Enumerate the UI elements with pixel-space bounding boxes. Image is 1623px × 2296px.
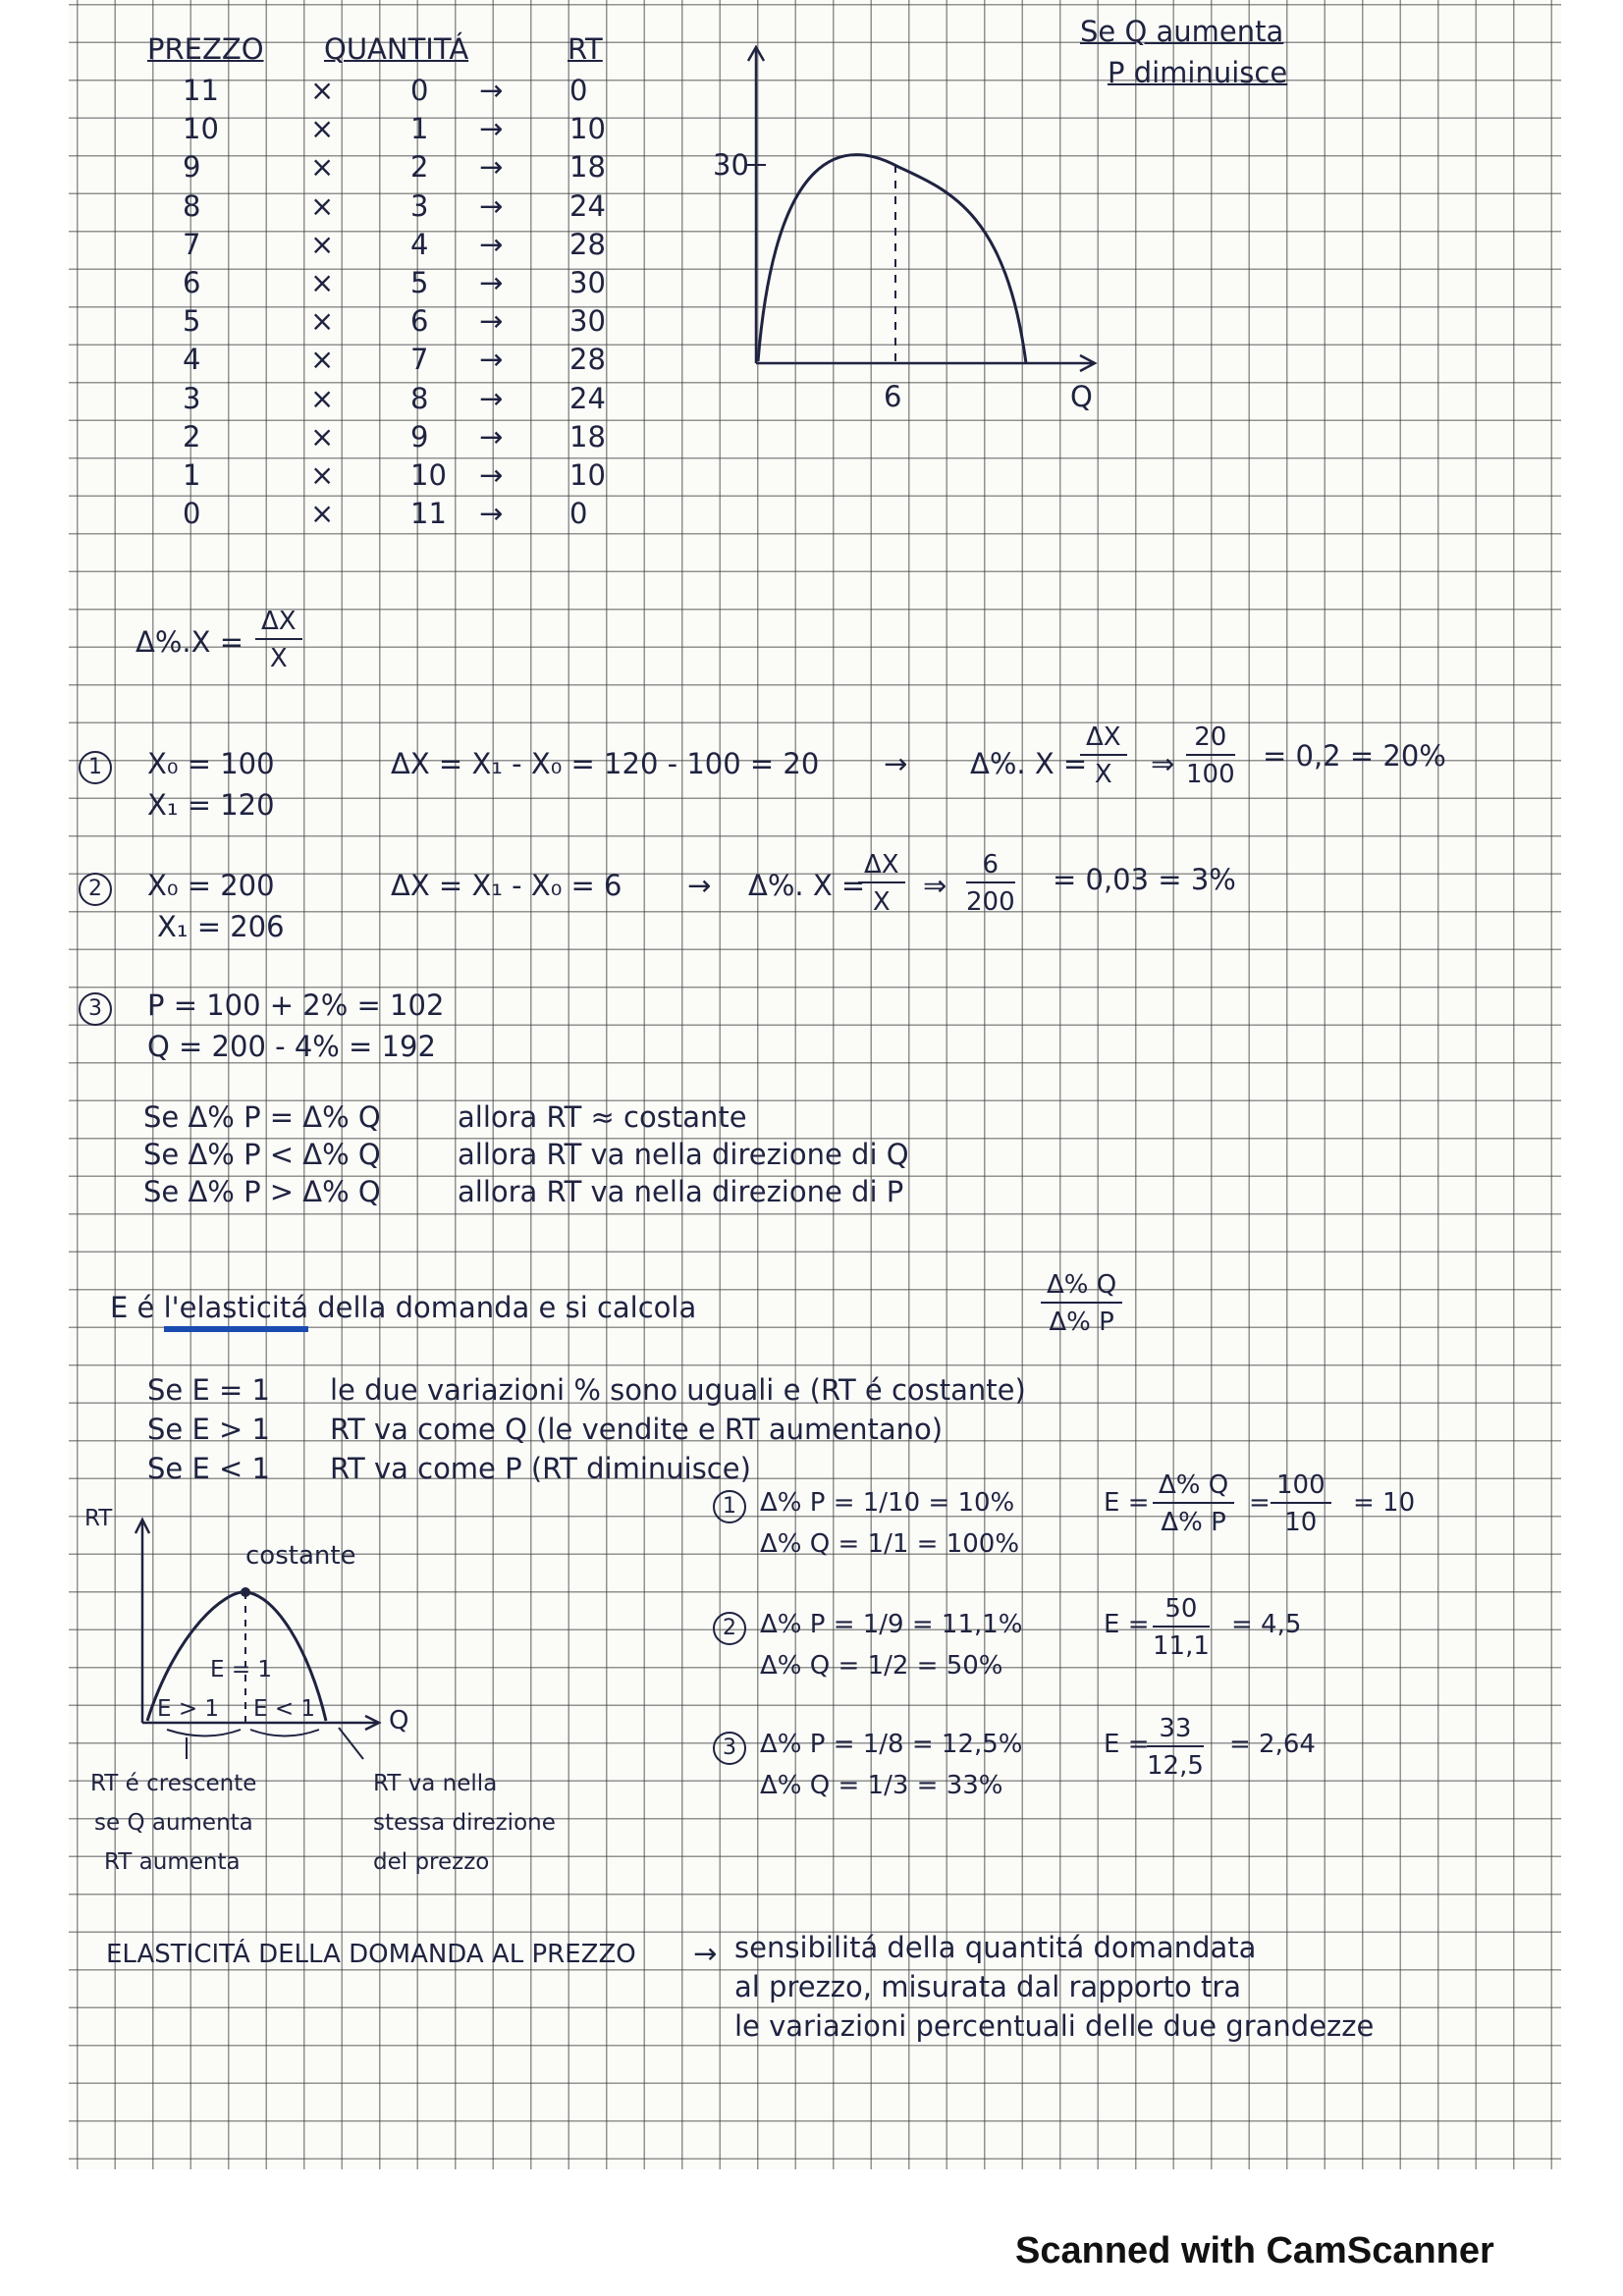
- table-cell-quantita: 1: [410, 112, 429, 146]
- table-cell-rt: 10: [569, 112, 606, 146]
- table-cell-prezzo: 11: [183, 74, 219, 107]
- ex2-x1: X₁ = 206: [157, 910, 285, 943]
- ex2-val-den: 200: [966, 887, 1015, 917]
- case-1-condition: Se E = 1: [147, 1373, 270, 1407]
- ex1-pct-fraction: [1080, 724, 1127, 787]
- table-cell-arrow: →: [479, 304, 504, 339]
- ex3-number: 3: [79, 991, 120, 1026]
- ex1-implies: ⇒: [1151, 747, 1175, 780]
- table-cell-rt: 0: [569, 497, 588, 531]
- elasticity-fraction: [1041, 1272, 1122, 1335]
- calc2-e-res: = 4,5: [1231, 1610, 1302, 1639]
- graph2-note-left-2: se Q aumenta: [94, 1810, 253, 1836]
- calc2-e-fraction: [1153, 1596, 1210, 1659]
- table-cell-arrow: →: [479, 343, 504, 377]
- table-cell-arrow: →: [479, 188, 504, 223]
- ex1-pct-lhs: Δ%. X =: [970, 747, 1088, 780]
- table-cell-prezzo: 7: [183, 227, 201, 261]
- ex1-pct-den: X: [1094, 760, 1112, 789]
- calc3-number: 3: [713, 1732, 754, 1765]
- case-1-result: le due variazioni % sono uguali e (RT é costante): [330, 1373, 1026, 1407]
- table-cell-quantita: 7: [410, 343, 429, 377]
- graph2-note-left-1: RT é crescente: [90, 1771, 257, 1796]
- rule-2-result: allora RT va nella direzione di Q: [458, 1138, 909, 1171]
- calc3-e-fraction: [1147, 1716, 1204, 1779]
- elasticity-intro: E é l'elasticitá della domanda e si calcola: [110, 1294, 696, 1322]
- table-cell-quantita: 11: [410, 497, 447, 531]
- case-2-result: RT va come Q (le vendite e RT aumentano): [330, 1413, 944, 1446]
- table-cell-times: ×: [310, 227, 335, 261]
- ex2-arrow: →: [687, 869, 712, 902]
- calc1-e-lhs: E =: [1104, 1488, 1150, 1518]
- table-cell-quantita: 10: [410, 458, 447, 492]
- table-cell-quantita: 4: [410, 227, 429, 261]
- calc1-q: Δ% Q = 1/1 = 100%: [760, 1529, 1020, 1559]
- calc3-e-lhs: E =: [1104, 1730, 1150, 1759]
- ex2-pct-num: ΔX: [858, 852, 905, 883]
- graph2-note-right-1: RT va nella: [373, 1771, 498, 1796]
- graph1-curve: [758, 155, 1026, 363]
- table-cell-rt: 28: [569, 343, 606, 377]
- table-cell-arrow: →: [479, 266, 504, 299]
- elasticity-den: Δ% P: [1049, 1308, 1114, 1337]
- table-cell-rt: 24: [569, 188, 606, 223]
- formula-lhs: Δ%.X =: [135, 625, 243, 659]
- calc1-p: Δ% P = 1/10 = 10%: [760, 1488, 1015, 1518]
- ex1-val-den: 100: [1186, 760, 1235, 789]
- table-cell-times: ×: [310, 381, 335, 415]
- definition-line-1: sensibilitá della quantitá domandata: [734, 1931, 1257, 1964]
- graph2-note-right-2: stessa direzione: [373, 1810, 556, 1836]
- calc2-e-lhs: E =: [1104, 1610, 1150, 1639]
- calc1-v-fraction: [1271, 1472, 1331, 1535]
- ex1-val-fraction: [1186, 724, 1235, 787]
- ex2-val-num: 6: [966, 852, 1015, 883]
- table-cell-times: ×: [310, 150, 335, 185]
- formula-fraction: [255, 609, 302, 671]
- definition-line-3: le variazioni percentuali delle due grandezze: [734, 2009, 1375, 2043]
- elasticity-num: Δ% Q: [1041, 1272, 1122, 1304]
- table-cell-rt: 30: [569, 266, 606, 299]
- table-cell-quantita: 5: [410, 266, 429, 299]
- calc1-number: 1: [713, 1490, 754, 1523]
- ex2-delta: ΔX = X₁ - X₀ = 6: [391, 869, 622, 902]
- table-cell-prezzo: 2: [183, 419, 201, 454]
- table-cell-rt: 30: [569, 304, 606, 339]
- calc3-q: Δ% Q = 1/3 = 33%: [760, 1771, 1003, 1800]
- ex1-delta: ΔX = X₁ - X₀ = 120 - 100 = 20: [391, 747, 820, 780]
- table-cell-quantita: 3: [410, 188, 429, 223]
- definition-arrow: →: [693, 1937, 718, 1970]
- table-cell-times: ×: [310, 458, 335, 492]
- table-cell-times: ×: [310, 74, 335, 107]
- table-cell-prezzo: 9: [183, 150, 201, 185]
- table-cell-prezzo: 1: [183, 458, 201, 492]
- calc1-e-den: Δ% P: [1161, 1508, 1226, 1537]
- table-cell-prezzo: 0: [183, 497, 201, 531]
- graph1-x-axis-label: Q: [1070, 380, 1093, 413]
- table-cell-times: ×: [310, 419, 335, 454]
- rule-1-result: allora RT ≈ costante: [458, 1100, 747, 1134]
- graph2-note-right-3: del prezzo: [373, 1849, 490, 1875]
- calc1-e-eq: =: [1249, 1488, 1271, 1518]
- table-cell-arrow: →: [479, 227, 504, 261]
- rule-2-condition: Se Δ% P < Δ% Q: [143, 1138, 381, 1171]
- elasticity-term: l'elasticitá: [164, 1291, 308, 1332]
- table-cell-rt: 0: [569, 74, 588, 107]
- ex2-pct-den: X: [872, 887, 891, 917]
- note-q-increases: Se Q aumenta: [1080, 15, 1284, 48]
- calc1-v-num: 100: [1271, 1472, 1331, 1504]
- table-cell-prezzo: 3: [183, 381, 201, 415]
- ex1-arrow: →: [884, 747, 908, 780]
- table-cell-rt: 28: [569, 227, 606, 261]
- rule-1-condition: Se Δ% P = Δ% Q: [143, 1100, 381, 1134]
- case-2-condition: Se E > 1: [147, 1413, 270, 1446]
- table-cell-rt: 10: [569, 458, 606, 492]
- graph2-y-label: RT: [84, 1506, 113, 1531]
- rule-3-condition: Se Δ% P > Δ% Q: [143, 1175, 381, 1208]
- ex2-implies: ⇒: [923, 869, 947, 902]
- table-cell-arrow: →: [479, 74, 504, 107]
- elasticity-graph: [108, 1502, 461, 1728]
- graph1-x-tick: 6: [884, 380, 902, 413]
- ex1-number: 1: [79, 750, 120, 784]
- table-cell-prezzo: 10: [183, 112, 219, 146]
- table-cell-quantita: 0: [410, 74, 429, 107]
- header-rt: RT: [568, 32, 603, 66]
- definition-term: ELASTICITÁ DELLA DOMANDA AL PREZZO: [106, 1940, 636, 1969]
- ex2-x0: X₀ = 200: [147, 869, 275, 902]
- table-cell-prezzo: 8: [183, 188, 201, 223]
- graph2-x-axis-label: Q: [389, 1706, 409, 1735]
- case-3-condition: Se E < 1: [147, 1452, 270, 1485]
- table-cell-quantita: 6: [410, 304, 429, 339]
- table-cell-arrow: →: [479, 458, 504, 492]
- ex3-p: P = 100 + 2% = 102: [147, 988, 445, 1022]
- table-cell-rt: 18: [569, 150, 606, 185]
- header-quantita: QUANTITÁ: [324, 32, 469, 66]
- rt-graph: [707, 29, 1139, 422]
- table-cell-times: ×: [310, 304, 335, 339]
- table-cell-times: ×: [310, 497, 335, 531]
- table-cell-prezzo: 5: [183, 304, 201, 339]
- calc3-p: Δ% P = 1/8 = 12,5%: [760, 1730, 1023, 1759]
- table-cell-times: ×: [310, 188, 335, 223]
- calc3-e-den: 12,5: [1147, 1751, 1204, 1781]
- ex1-result: = 0,2 = 20%: [1263, 739, 1446, 773]
- rule-3-result: allora RT va nella direzione di P: [458, 1175, 904, 1208]
- ex2-number: 2: [79, 872, 120, 906]
- table-cell-prezzo: 4: [183, 343, 201, 377]
- ex1-pct-num: ΔX: [1080, 724, 1127, 756]
- table-cell-quantita: 9: [410, 419, 429, 454]
- table-cell-quantita: 8: [410, 381, 429, 415]
- graph2-note-left-3: RT aumenta: [104, 1849, 241, 1875]
- note-p-decreases: P diminuisce: [1108, 56, 1288, 89]
- calc2-p: Δ% P = 1/9 = 11,1%: [760, 1610, 1023, 1639]
- calc2-q: Δ% Q = 1/2 = 50%: [760, 1651, 1003, 1681]
- graph2-right-label: E < 1: [253, 1696, 316, 1722]
- calc2-e-den: 11,1: [1153, 1631, 1210, 1661]
- table-cell-rt: 24: [569, 381, 606, 415]
- header-prezzo: PREZZO: [147, 32, 264, 66]
- graph2-peak-label: costante: [245, 1541, 356, 1571]
- table-cell-arrow: →: [479, 381, 504, 415]
- table-cell-arrow: →: [479, 497, 504, 531]
- formula-num: ΔX: [255, 609, 302, 640]
- camscanner-footer: Scanned with CamScanner: [1015, 2230, 1494, 2271]
- table-cell-times: ×: [310, 343, 335, 377]
- table-cell-quantita: 2: [410, 150, 429, 185]
- ex2-pct-lhs: Δ%. X =: [748, 869, 866, 902]
- ex3-q: Q = 200 - 4% = 192: [147, 1030, 436, 1063]
- calc3-e-num: 33: [1147, 1716, 1204, 1747]
- graph2-mid-label: E = 1: [210, 1657, 273, 1682]
- ex2-val-fraction: [966, 852, 1015, 915]
- graph1-y-label: 30: [713, 148, 749, 182]
- calc1-e-res: = 10: [1353, 1488, 1416, 1518]
- table-cell-rt: 18: [569, 419, 606, 454]
- table-cell-times: ×: [310, 112, 335, 146]
- ex2-result: = 0,03 = 3%: [1053, 863, 1236, 896]
- ex1-x1: X₁ = 120: [147, 788, 275, 822]
- table-cell-times: ×: [310, 266, 335, 299]
- table-cell-arrow: →: [479, 112, 504, 146]
- table-cell-arrow: →: [479, 150, 504, 185]
- case-3-result: RT va come P (RT diminuisce): [330, 1452, 751, 1485]
- formula-den: X: [269, 644, 288, 673]
- ex1-x0: X₀ = 100: [147, 747, 275, 780]
- calc2-e-num: 50: [1153, 1596, 1210, 1628]
- calc1-v-den: 10: [1284, 1508, 1318, 1537]
- table-cell-arrow: →: [479, 419, 504, 454]
- table-cell-prezzo: 6: [183, 266, 201, 299]
- calc3-e-res: = 2,64: [1229, 1730, 1316, 1759]
- ex2-pct-fraction: [858, 852, 905, 915]
- graph2-left-label: E > 1: [157, 1696, 220, 1722]
- calc1-e-num: Δ% Q: [1153, 1472, 1234, 1504]
- ex1-val-num: 20: [1186, 724, 1235, 756]
- calc2-number: 2: [713, 1612, 754, 1645]
- definition-line-2: al prezzo, misurata dal rapporto tra: [734, 1970, 1242, 2003]
- calc1-e-fraction: [1153, 1472, 1234, 1535]
